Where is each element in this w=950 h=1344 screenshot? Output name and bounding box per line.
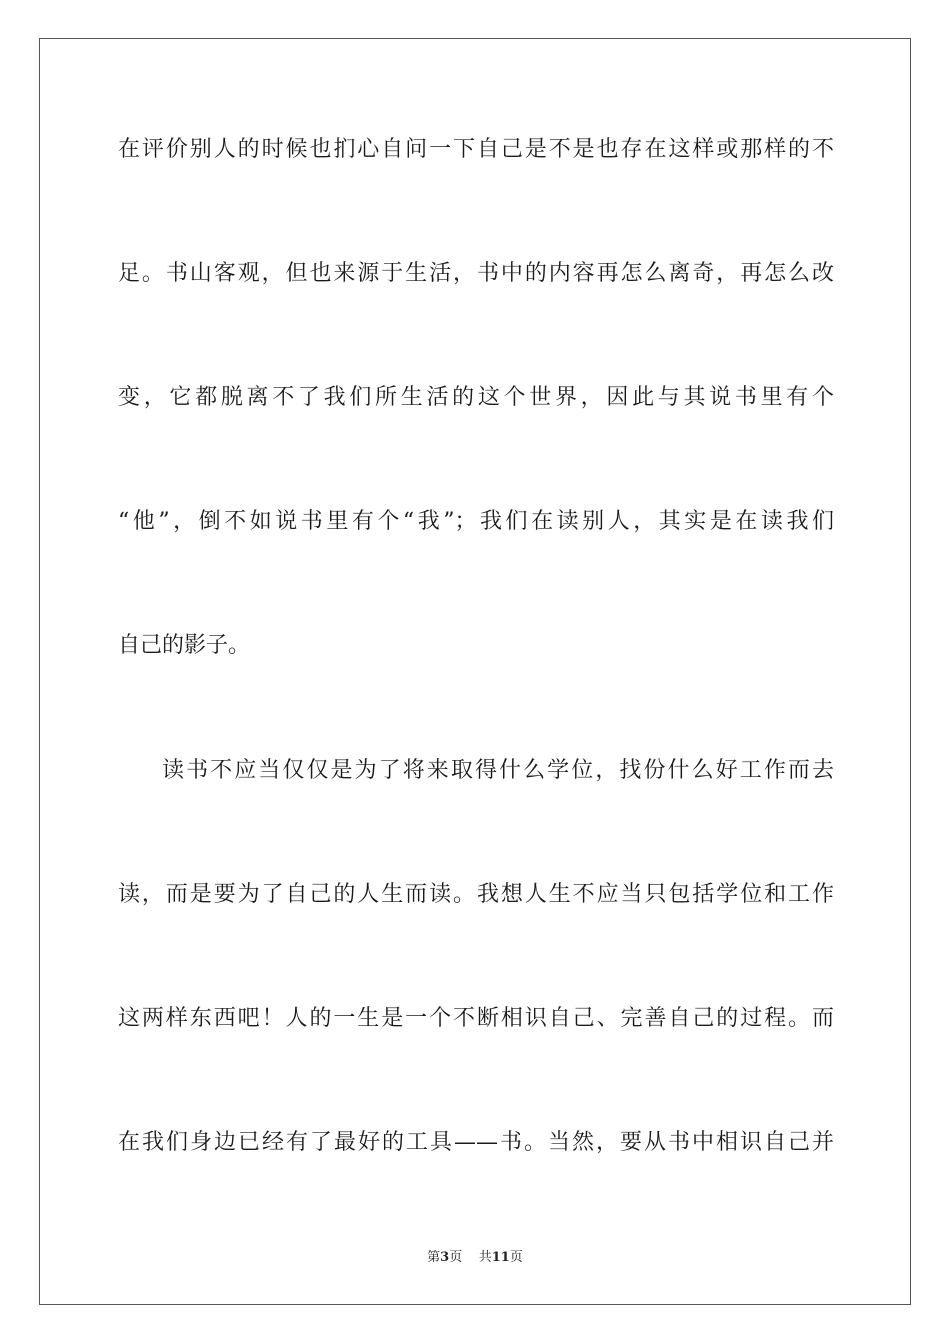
footer-total-prefix: 共 (478, 1250, 492, 1265)
paragraph-2-line-4: 在我们身边已经有了最好的工具——书。当然，要从书中相识自己并 (118, 1130, 834, 1155)
footer-total-suffix: 页 (509, 1250, 523, 1265)
paragraph-1-line-3: 变，它都脱离不了我们所生活的这个世界，因此与其说书里有个 (118, 385, 834, 410)
footer-total-pages: 11 (491, 1250, 510, 1265)
paragraph-1-line-5: 自己的影子。 (118, 633, 251, 658)
footer-page-suffix: 页 (449, 1250, 463, 1265)
paragraph-2-line-3: 这两样东西吧！人的一生是一个不断相识自己、完善自己的过程。而 (118, 1006, 834, 1031)
paragraph-2-line-2: 读，而是要为了自己的人生而读。我想人生不应当只包括学位和工作 (118, 882, 834, 907)
paragraph-1-line-4: “他”，倒不如说书里有个“我”；我们在读别人，其实是在读我们 (118, 509, 834, 534)
paragraph-1-line-2: 足。书山客观，但也来源于生活，书中的内容再怎么离奇，再怎么改 (118, 261, 834, 286)
paragraph-1-line-1: 在评价别人的时候也扪心自问一下自己是不是也存在这样或那样的不 (118, 137, 834, 162)
page-footer (0, 1246, 950, 1265)
page-border (39, 38, 911, 1305)
footer-page-prefix: 第 (427, 1250, 441, 1265)
footer-page-number: 3 (440, 1250, 450, 1265)
paragraph-2-line-1: 读书不应当仅仅是为了将来取得什么学位，找份什么好工作而去 (162, 758, 834, 783)
